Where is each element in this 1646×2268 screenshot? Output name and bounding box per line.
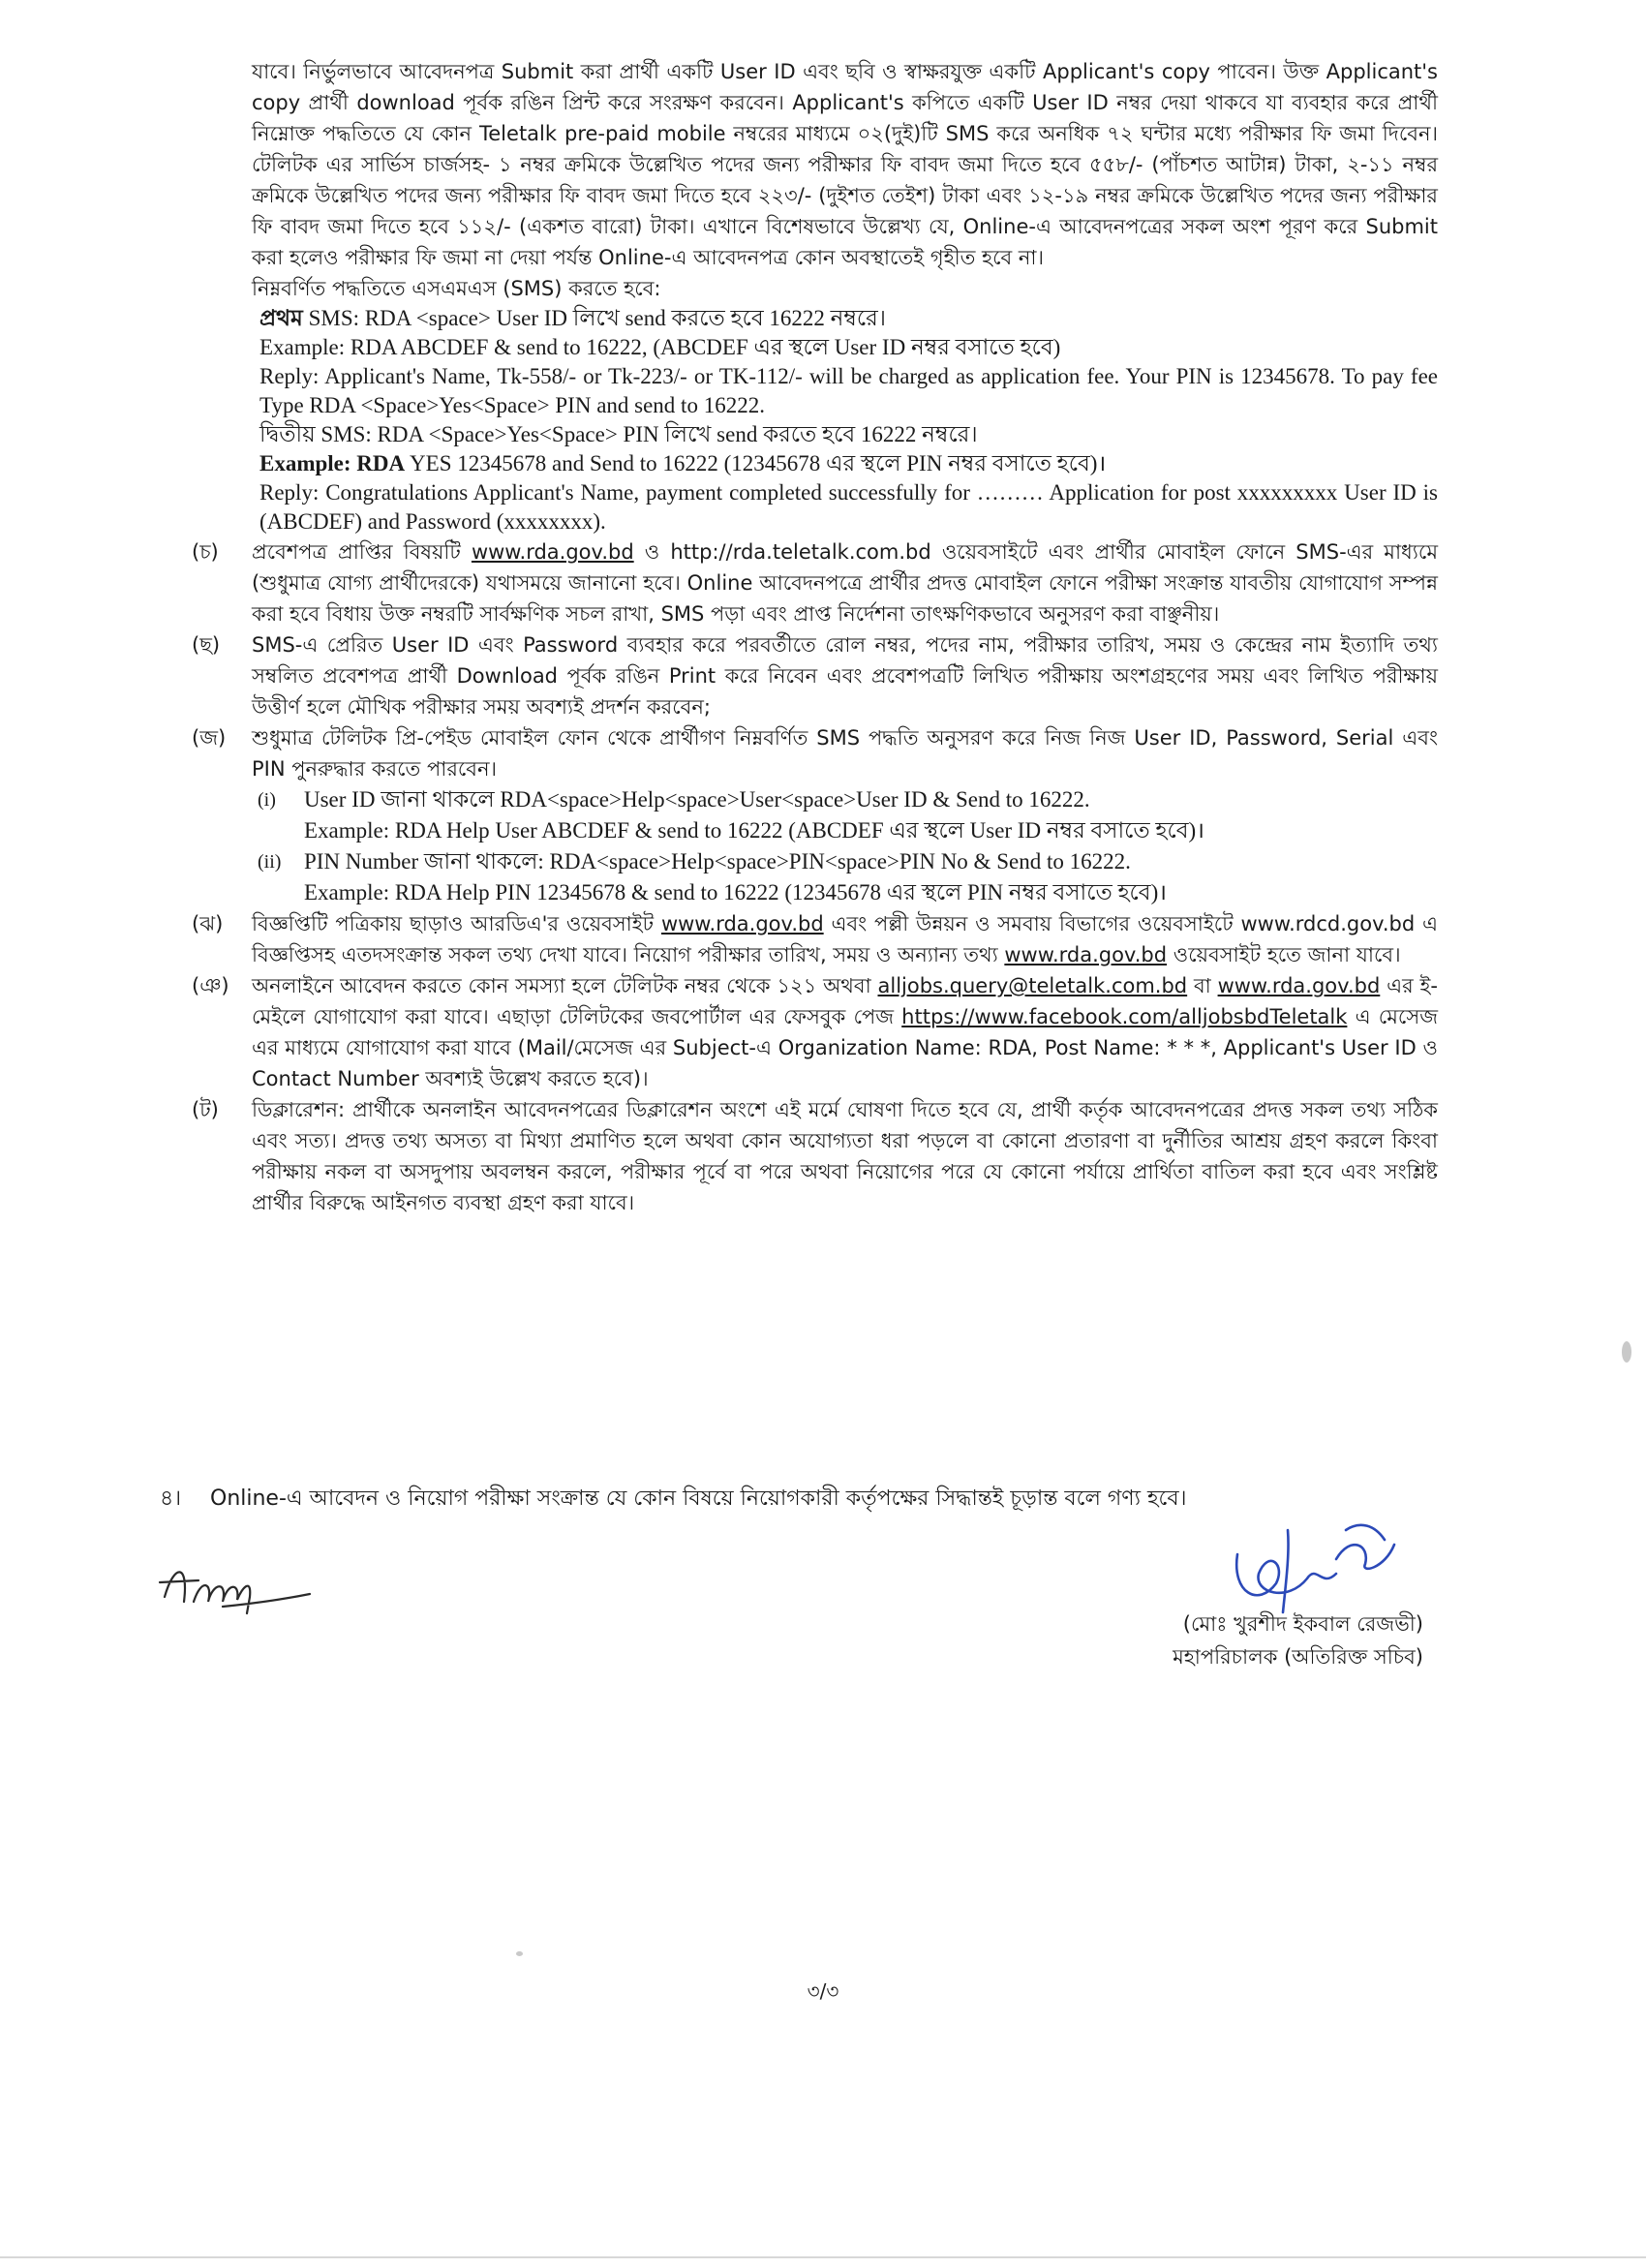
final-clause-marker: ৪। xyxy=(160,1486,182,1511)
email-link[interactable]: alljobs.query@teletalk.com.bd xyxy=(877,974,1188,997)
clause-text: এ মেসেজ এর মাধ্যমে যোগাযোগ করা যাবে (Mail/মেসেজ এর Subject-এ Organization Name: RDA, Post Name: * * *, Applicant's User ID ও Contact Number অবশ্যই উল্লেখ করতে হবে)। xyxy=(252,1005,1438,1090)
sms-method-heading: নিম্নবর্ণিত পদ্ধতিতে এসএমএস (SMS) করতে হবে: xyxy=(252,277,661,300)
clause-text: বা xyxy=(1187,974,1218,997)
clause-text: প্রবেশপত্র প্রাপ্তির বিষয়টি xyxy=(252,540,472,564)
intro-paragraph: যাবে। নির্ভুলভাবে আবেদনপত্র Submit করা প্রার্থী একটি User ID এবং ছবি ও স্বাক্ষরযুক্ত একটি Applicant's copy পাবেন। উক্ত Applicant's copy প্রার্থী download পূর্বক রঙিন প্রিন্ট করে সংরক্ষণ করবেন। Applicant's কপিতে একটি User ID নম্বর দেয়া থাকবে যা ব্যবহার করে প্রার্থী নিম্নোক্ত পদ্ধতিতে যে কোন Teletalk pre-paid mobile নম্বরের মাধ্যমে ০২(দুই)টি SMS করে অনধিক ৭২ ঘন্টার মধ্যে পরীক্ষার ফি জমা দিবেন। টেলিটক এর সার্ভিস চার্জসহ- ১ নম্বর ক্রমিকে উল্লেখিত পদের জন্য পরীক্ষার ফি বাবদ জমা দিতে হবে ৫৫৮/- (পাঁচশত আটান্ন) টাকা, ২-১১ নম্বর ক্রমিকে উল্লেখিত পদের জন্য পরীক্ষার ফি বাবদ জমা দিতে হবে ২২৩/- (দুইশত তেইশ) টাকা এবং ১২-১৯ নম্বর ক্রমিকে উল্লেখিত পদের জন্য পরীক্ষার ফি বাবদ জমা দিতে হবে ১১২/- (একশত বারো) টাকা। এখানে বিশেষভাবে উল্লেখ্য যে, Online-এ আবেদনপত্রের সকল অংশ পূরণ করে Submit করা হলেও পরীক্ষার ফি জমা না দেয়া পর্যন্ত Online-এ আবেদনপত্র কোন অবস্থাতেই গৃহীত হবে না। xyxy=(252,60,1438,269)
sub-clause-marker: (i) xyxy=(258,789,276,811)
clause-text: এর ই-মেইলে যোগাযোগ করা যাবে। এছাড়া টেলিটকের জবপোর্টাল এর ফেসবুক পেজ xyxy=(252,974,1438,1028)
clause-marker: (ঞ) xyxy=(192,974,229,997)
clause-marker: (ছ) xyxy=(192,633,221,657)
clause-cha xyxy=(192,536,1438,629)
clause-jha xyxy=(192,908,1438,970)
notice-body xyxy=(192,56,1438,1218)
clause-ta xyxy=(192,1094,1438,1218)
clause-text: ও http://rda.teletalk.com.bd ওয়েবসাইটে এবং প্রার্থীর মোবাইল ফোনে SMS-এর মাধ্যমে (শুধুমাত্র যোগ্য প্রার্থীদেরকে) যথাসময়ে জানানো হবে। Online আবেদনপত্রে প্রার্থীর প্রদত্ত মোবাইল ফোনে পরীক্ষা সংক্রান্ত যাবতীয় যোগাযোগ সম্পন্ন করা হবে বিধায় উক্ত নম্বরটি সার্বক্ষণিক সচল রাখা, SMS পড়া এবং প্রাপ্ত নির্দেশনা তাৎক্ষণিকভাবে অনুসরণ করা বাঞ্ছনীয়। xyxy=(252,540,1438,626)
signatory-name: (মোঃ খুরশীদ ইকবাল রেজভী) xyxy=(1182,1612,1423,1636)
sms-example-2-label: Example: RDA xyxy=(259,451,406,475)
clause-nya xyxy=(192,970,1438,1094)
officer-signature xyxy=(1230,1516,1404,1622)
website-link[interactable]: www.rda.gov.bd xyxy=(471,540,634,564)
sub-clause-marker: (ii) xyxy=(258,851,282,873)
clause-marker: (ঝ) xyxy=(192,912,224,935)
sub-clause-line: User ID জানা থাকলে RDA<space>Help<space>User<space>User ID & Send to 16222. xyxy=(304,787,1090,812)
sub-clause-i xyxy=(258,784,1438,846)
signatory-designation: মহাপরিচালক (অতিরিক্ত সচিব) xyxy=(1173,1645,1423,1669)
website-link[interactable]: www.rda.gov.bd xyxy=(660,912,824,935)
clause-ja xyxy=(192,722,1438,908)
sub-clause-example: Example: RDA Help User ABCDEF & send to 16222 (ABCDEF এর স্থলে User ID নম্বর বসাতে হবে)। xyxy=(304,818,1204,843)
clause-text: ওয়েবসাইট হতে জানা যাবে। xyxy=(1167,943,1401,966)
clause-marker: (চ) xyxy=(192,540,219,564)
sub-clause-ii xyxy=(258,846,1438,908)
clause-text: শুধুমাত্র টেলিটক প্রি-পেইড মোবাইল ফোন থেকে প্রার্থীগণ নিম্নবর্ণিত SMS পদ্ধতি অনুসরণ করে নিজ নিজ User ID, Password, Serial এবং PIN পুনরুদ্ধার করতে পারবেন। xyxy=(252,726,1438,781)
final-clause xyxy=(160,1485,1418,1514)
sms-reply-1: Reply: Applicant's Name, Tk-558/- or Tk-223/- or TK-112/- will be charged as application fee. Your PIN is 12345678. To pay fee Type RDA <Space>Yes<Space> PIN and send to 16222. xyxy=(259,364,1438,417)
sub-clause-example: Example: RDA Help PIN 12345678 & send to 16222 (12345678 এর স্থলে PIN নম্বর বসাতে হবে)। xyxy=(304,880,1167,904)
scan-speck xyxy=(1622,1341,1631,1363)
sms-reply-2: Reply: Congratulations Applicant's Name, payment completed successfully for ……… Application for post xxxxxxxxx User ID is (ABCDEF) and Password (xxxxxxxx). xyxy=(259,480,1438,534)
clause-marker: (ট) xyxy=(192,1098,219,1121)
clause-text: বিজ্ঞপ্তিটি পত্রিকায় ছাড়াও আরডিএ'র ওয়েবসাইট xyxy=(252,912,661,935)
sms-first-line xyxy=(259,304,1438,333)
sms-example-2-line xyxy=(259,449,1438,478)
signatory-block xyxy=(1104,1608,1423,1673)
website-link[interactable]: www.rda.gov.bd xyxy=(1217,974,1381,997)
sms-instructions xyxy=(259,304,1438,536)
initials-signature xyxy=(155,1553,320,1621)
final-clause-text: Online-এ আবেদন ও নিয়োগ পরীক্ষা সংক্রান্ত যে কোন বিষয়ে নিয়োগকারী কর্তৃপক্ষের সিদ্ধান্তই চূড়ান্ত বলে গণ্য হবে। xyxy=(210,1486,1187,1511)
clause-chha xyxy=(192,629,1438,722)
sms-example-1: Example: RDA ABCDEF & send to 16222, (ABCDEF এর স্থলে User ID নম্বর বসাতে হবে) xyxy=(259,335,1061,359)
page-number: ৩/৩ xyxy=(807,1979,839,2003)
website-link[interactable]: www.rda.gov.bd xyxy=(1004,943,1168,966)
clause-text: অনলাইনে আবেদন করতে কোন সমস্যা হলে টেলিটক নম্বর থেকে ১২১ অথবা xyxy=(252,974,878,997)
sub-clause-line: PIN Number জানা থাকলে: RDA<space>Help<space>PIN<space>PIN No & Send to 16222. xyxy=(304,849,1131,873)
clause-text: SMS-এ প্রেরিত User ID এবং Password ব্যবহার করে পরবর্তীতে রোল নম্বর, পদের নাম, পরীক্ষার তারিখ, সময় ও কেন্দ্রের নাম ইত্যাদি তথ্য সম্বলিত প্রবেশপত্র প্রার্থী Download পূর্বক রঙিন Print করে নিবেন এবং প্রবেশপত্রটি লিখিত পরীক্ষায় অংশগ্রহণের সময় এবং লিখিত পরীক্ষায় উত্তীর্ণ হলে মৌখিক পরীক্ষার সময় অবশ্যই প্রদর্শন করবেন; xyxy=(252,633,1438,719)
scan-speck xyxy=(516,1951,523,1956)
sms-second-line: দ্বিতীয় SMS: RDA <Space>Yes<Space> PIN লিখে send করতে হবে 16222 নম্বরে। xyxy=(259,422,978,446)
clause-marker: (জ) xyxy=(192,726,227,750)
sms-example-2-text: YES 12345678 and Send to 16222 (12345678 এর স্থলে PIN নম্বর বসাতে হবে)। xyxy=(410,451,1107,475)
scan-edge xyxy=(0,2256,1646,2258)
clause-text: এবং পল্লী উন্নয়ন ও সমবায় বিভাগের ওয়েবসাইটে www.rdcd.gov.bd এ বিজ্ঞপ্তিসহ এতদসংক্রান্ত সকল তথ্য দেখা যাবে। নিয়োগ পরীক্ষার তারিখ, সময় ও অন্যান্য তথ্য xyxy=(252,912,1438,966)
facebook-link[interactable]: https://www.facebook.com/alljobsbdTeletalk xyxy=(901,1005,1348,1028)
sms-first-text: SMS: RDA <space> User ID লিখে send করতে হবে 16222 নম্বরে। xyxy=(308,306,887,330)
sms-first-label: প্রথম xyxy=(259,306,303,330)
clause-text: ডিক্লারেশন: প্রার্থীকে অনলাইন আবেদনপত্রের ডিক্লারেশন অংশে এই মর্মে ঘোষণা দিতে হবে যে, প্রার্থী কর্তৃক আবেদনপত্রের প্রদত্ত সকল তথ্য সঠিক এবং সত্য। প্রদত্ত তথ্য অসত্য বা মিথ্যা প্রমাণিত হলে অথবা কোন অযোগ্যতা ধরা পড়লে বা কোনো প্রতারণা বা দুর্নীতির আশ্রয় গ্রহণ করলে কিংবা পরীক্ষায় নকল বা অসদুপায় অবলম্বন করলে, পরীক্ষার পূর্বে বা পরে অথবা নিয়োগের পরে যে কোনো পর্যায়ে প্রার্থিতা বাতিল করা হবে এবং সংশ্লিষ্ট প্রার্থীর বিরুদ্ধে আইনগত ব্যবস্থা গ্রহণ করা যাবে। xyxy=(252,1098,1438,1214)
